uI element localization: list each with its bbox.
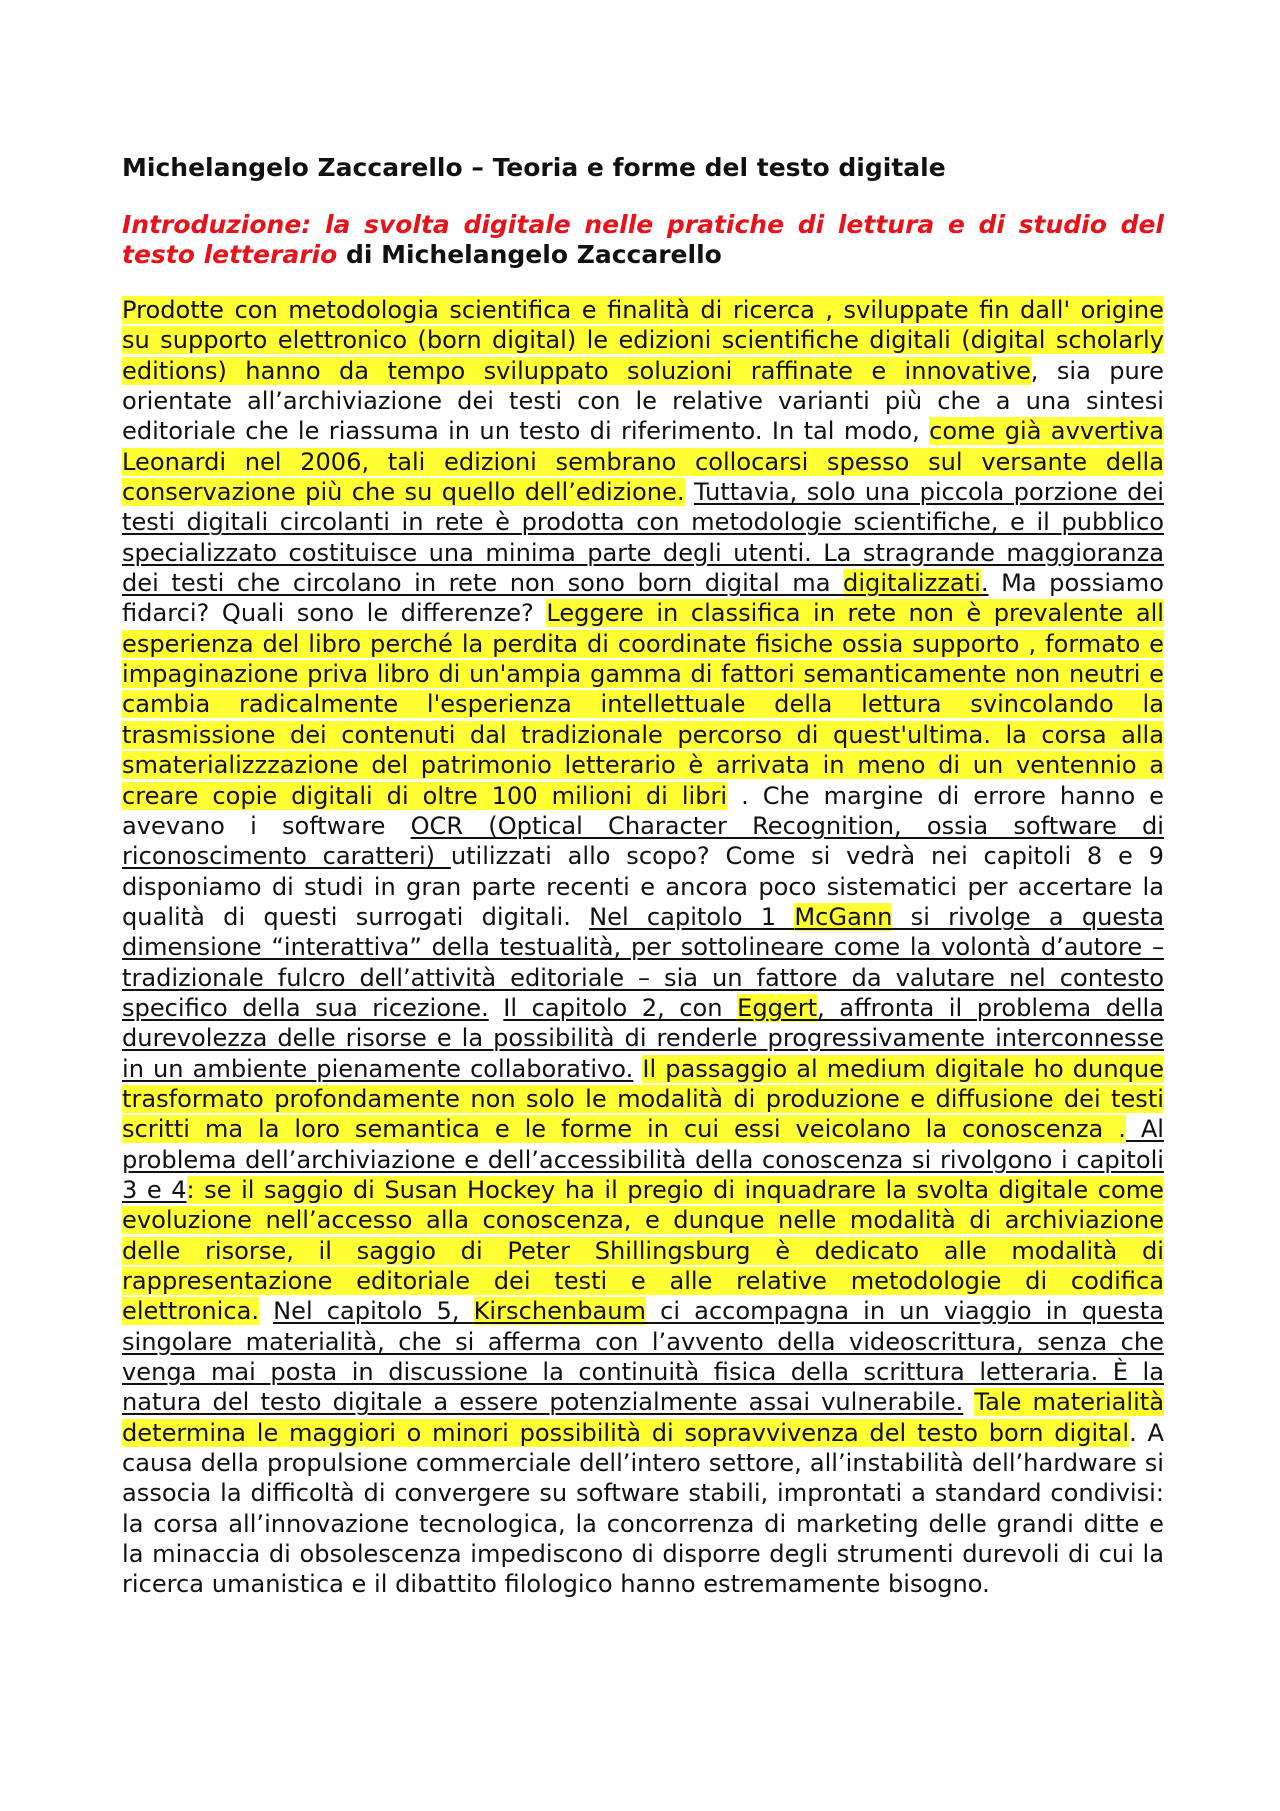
underlined-text: Il capitolo 2, con [503,993,738,1022]
underlined-text: si rivolge a questa dimensione “interattiva” della testualità, per sottolineare come la volontà d’autore – tradizionale fulcro dell’attività editoriale – sia un fattore da valutare nel contesto specifico della sua ricezione. [122,902,1164,1022]
highlighted-text: Leggere in classifica in rete non è prevalente all esperienza del libro perché la perdita di coordinate fisiche ossia supporto , formato e impaginazione priva libro di un'ampia gamma di fattori semanticamente non neutri e cambia radicalmente l'esperienza intellettuale della lettura svincolando la trasmissione dei contenuti dal tradizionale percorso di quest'ultima. la corsa alla smaterializzzazione del patrimonio letterario è arrivata in meno di un ventennio a creare copie digitali di oltre 100 milioni di libri [122,599,1164,810]
underlined-text: . [980,569,989,598]
document-title: Michelangelo Zaccarello – Teoria e forme del testo digitale [122,153,946,182]
highlighted-underlined-text: McGann [794,902,893,931]
highlighted-text: Prodotte con metodologia scientifica e finalità di ricerca , sviluppate fin dall' origine su supporto elettronico (born digital) le edizioni scientifiche digitali (digital scholarly editions) hanno da tempo sviluppato soluzioni raffinate e innovative [122,296,1164,385]
text-segment: . A causa della propulsione commerciale dell’intero settore, all’instabilità dell’hardware si associa la difficoltà di convergere su software stabili, improntati a standard condivisi: la corsa all’innovazione tecnologica, la concorrenza di marketing delle grandi ditte e la minaccia di obsolescenza impediscono di disporre degli strumenti durevoli di cui la ricerca umanistica e il dibattito filologico hanno estremamente bisogno. [122,1418,1164,1599]
text-segment: Ma possiamo fidarci? Quali sono le differenze? [122,569,1164,628]
highlighted-underlined-text: Kirschenbaum [473,1297,646,1326]
highlighted-text: come già avvertiva Leonardi nel 2006, tali edizioni sembrano collocarsi spesso sul versante della conservazione più che su quello dell’edizione. [122,417,1164,507]
highlighted-text: Tale materialità determina le maggiori o minori possibilità di sopravvivenza del testo born digital [122,1388,1164,1447]
underlined-text: Al problema dell’archiviazione e dell’accessibilità della conoscenza si rivolgono i capitoli 3 e 4 [122,1115,1164,1204]
text-segment: . Che margine di errore hanno e avevano i software [122,781,1164,840]
highlighted-underlined-text: digitalizzati [843,569,981,598]
underlined-text: Tuttavia, solo una piccola porzione dei testi digitali circolanti in rete è prodotta con metodologie scientifiche, e il pubblico specializzato costituisce una minima parte degli utenti. La stragrande maggioranza dei testi che circolano in rete non sono born digital ma [122,478,1164,598]
highlighted-underlined-text: Eggert [737,993,818,1022]
text-segment: , sia pure orientate all’archiviazione dei testi con le relative varianti più che a una sintesi editoriale che le riassuma in un testo di riferimento. In tal modo, [122,356,1164,446]
underlined-text: Nel capitolo 5, [273,1297,474,1326]
text-segment [489,994,504,1022]
underlined-text: OCR (Optical Character Recognition, ossia software di riconoscimento caratteri) [122,811,1164,871]
introduction-heading [122,210,1164,270]
text-segment [685,478,694,506]
introduction-heading-byline: di Michelangelo Zaccarello [337,240,722,269]
text-segment [633,1055,642,1083]
underlined-text: , affronta il problema della durevolezza delle risorse e la possibilità di renderle progressivamente interconnesse in un ambiente pienamente collaborativo. [122,993,1164,1083]
highlighted-text: : se il saggio di Susan Hockey ha il pregio di inquadrare la svolta digitale come evoluzione nell’accesso alla conoscenza, e dunque nelle modalità di archiviazione delle risorse, il saggio di Peter Shillingsburg è dedicato alle modalità di rappresentazione editoriale dei testi e alle relative metodologie di codifica elettronica. [122,1175,1164,1326]
body-paragraph [122,295,1164,1600]
underlined-text: Nel capitolo 1 [589,902,795,931]
text-segment: utilizzati allo scopo? Come si vedrà nei capitoli 8 e 9 disponiamo di studi in gran parte recenti e ancora poco sistematici per accertare la qualità di questi surrogati digitali. [122,842,1164,931]
text-segment [963,1388,974,1416]
introduction-heading-title: Introduzione: la svolta digitale nelle pratiche di lettura e di studio del testo letterario [122,210,1164,269]
underlined-text: ci accompagna in un viaggio in questa singolare materialità, che si afferma con l’avvento della videoscrittura, senza che venga mai posta in discussione la continuità fisica della scrittura letteraria. È la natura del testo digitale a essere potenzialmente assai vulnerabile. [122,1297,1164,1417]
highlighted-text: Il passaggio al medium digitale ho dunque trasformato profondamente non solo le modalità di produzione e diffusione dei testi scritti ma la loro semantica e le forme in cui essi veicolano la conoscenza . [122,1054,1164,1144]
document-page [122,150,1164,1600]
text-segment [259,1297,273,1325]
